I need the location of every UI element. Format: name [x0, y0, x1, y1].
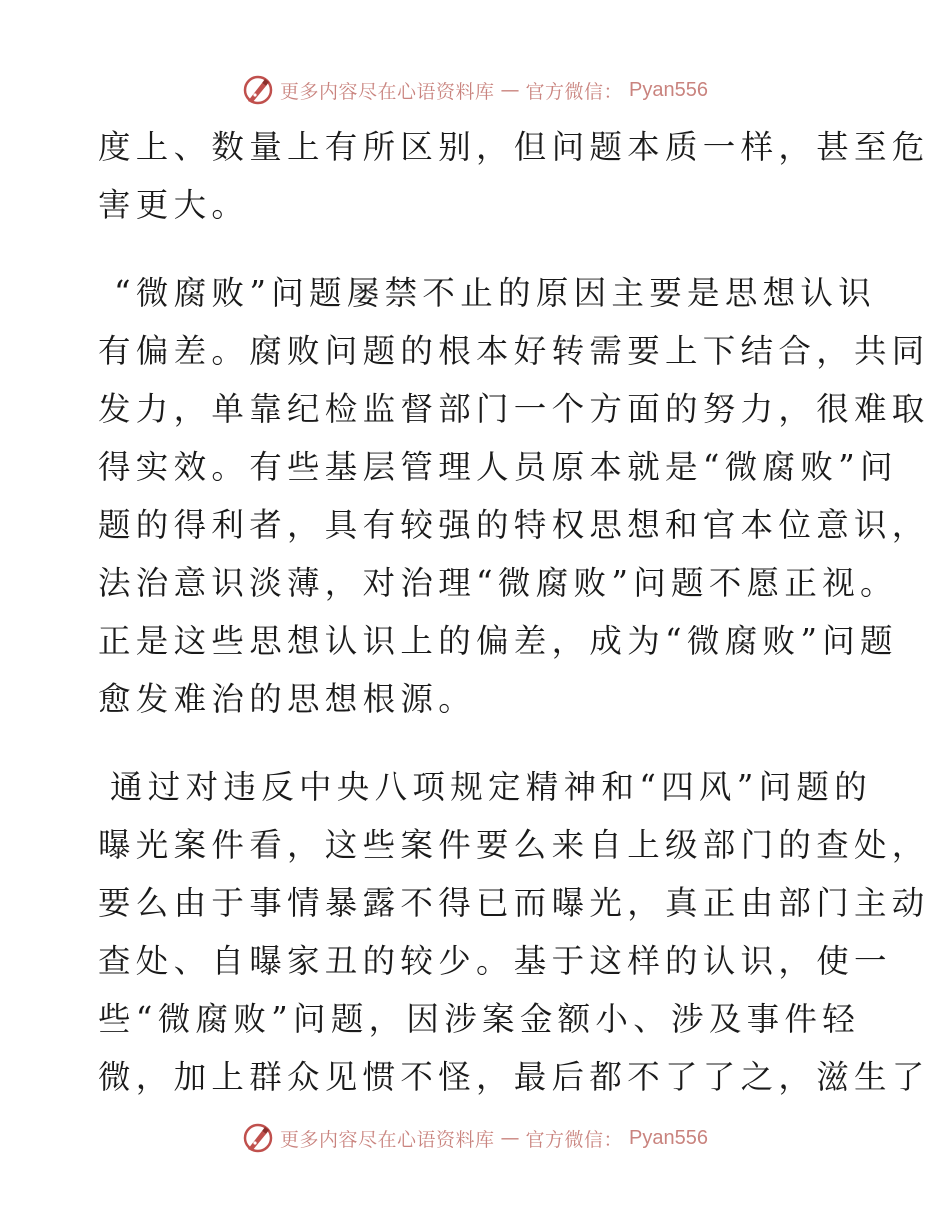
text-line: 度上、数量上有所区别，但问题本质一样，甚至危 — [98, 128, 930, 166]
watermark-text: 更多内容尽在心语资料库 — [280, 80, 495, 103]
watermark-separator: — — [500, 1127, 520, 1149]
watermark-footer — [0, 1118, 950, 1158]
text-line: 要么由于事情暴露不得已而曝光，真正由部门主动 — [98, 884, 930, 922]
text-line: 题的得利者，具有较强的特权思想和官本位意识， — [98, 506, 930, 544]
watermark-suffix: 官方微信： — [525, 80, 624, 103]
watermark-header — [0, 70, 950, 110]
text-line: 通过对违反中央八项规定精神和“四风”问题的 — [110, 768, 873, 806]
text-line: 害更大。 — [98, 186, 250, 224]
watermark-suffix: 官方微信： — [525, 1128, 624, 1151]
paragraph — [98, 758, 930, 1106]
text-line: 得实效。有些基层管理人员原本就是“微腐败”问 — [98, 448, 898, 486]
text-line: 些“微腐败”问题，因涉案金额小、涉及事件轻 — [98, 1000, 861, 1038]
text-line: 法治意识淡薄，对治理“微腐败”问题不愿正视。 — [98, 564, 898, 602]
text-line: 有偏差。腐败问题的根本好转需要上下结合，共同 — [98, 332, 930, 370]
text-line: 微，加上群众见惯不怪，最后都不了了之，滋生了 — [98, 1058, 930, 1096]
pen-logo-icon — [242, 74, 274, 106]
watermark-id: Pyan556 — [629, 78, 708, 101]
text-line: 正是这些思想认识上的偏差，成为“微腐败”问题 — [98, 622, 898, 660]
text-line: “微腐败”问题屡禁不止的原因主要是思想认识 — [114, 274, 877, 312]
text-line: 曝光案件看，这些案件要么来自上级部门的查处， — [98, 826, 930, 864]
text-line: 愈发难治的思想根源。 — [98, 680, 477, 718]
text-line: 发力，单靠纪检监督部门一个方面的努力，很难取 — [98, 390, 930, 428]
paragraph — [98, 264, 930, 728]
pen-logo-icon — [242, 1122, 274, 1154]
paragraph — [98, 118, 930, 234]
watermark-id: Pyan556 — [629, 1126, 708, 1149]
watermark-separator: — — [500, 79, 520, 101]
text-line: 查处、自曝家丑的较少。基于这样的认识，使一 — [98, 942, 892, 980]
watermark-text: 更多内容尽在心语资料库 — [280, 1128, 495, 1151]
document-body — [98, 118, 930, 1106]
